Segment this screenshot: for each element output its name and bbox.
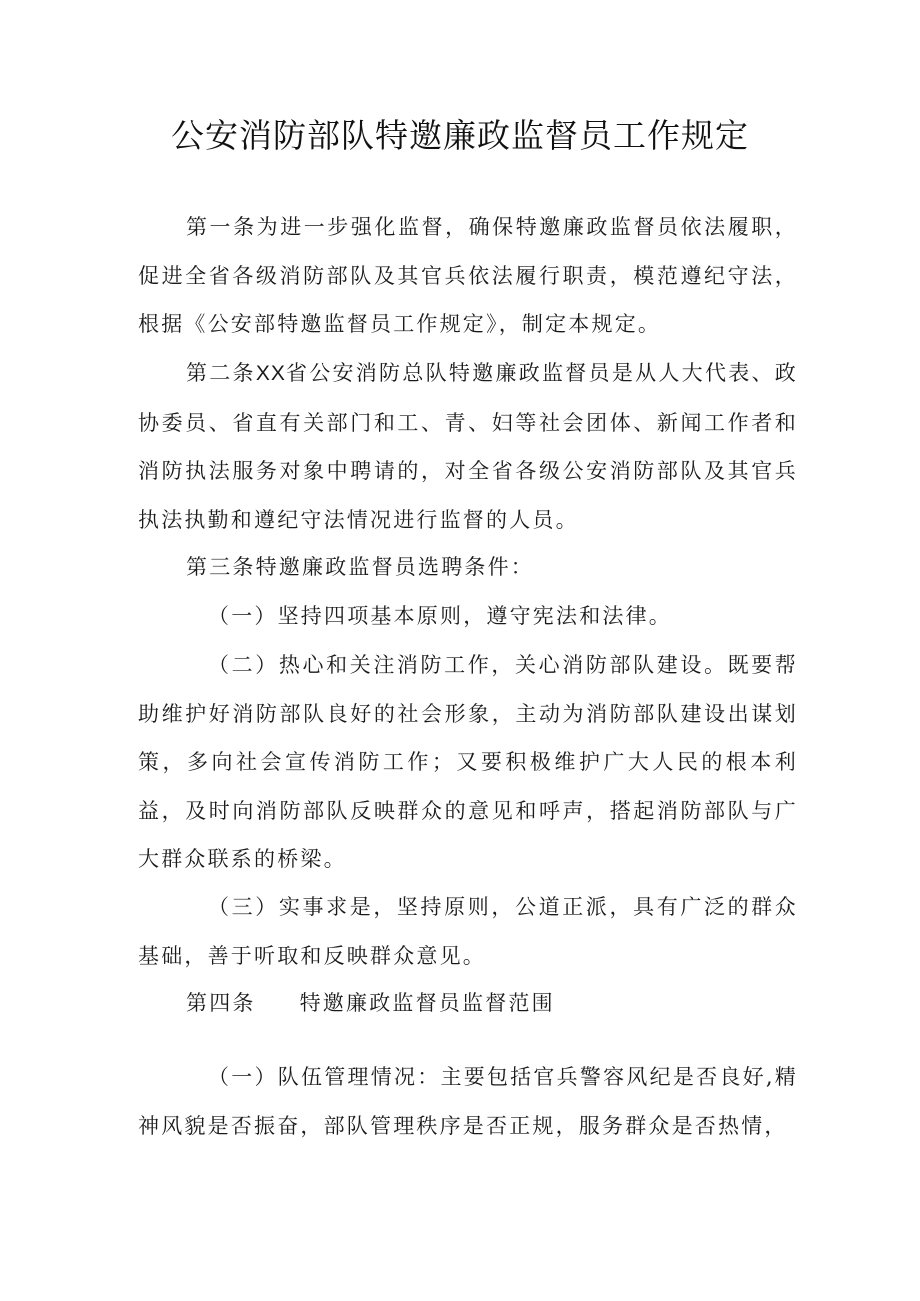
article-4-title: 特邀廉政监督员监督范围: [299, 991, 555, 1015]
article-2-label: 第二条: [186, 361, 256, 385]
article-1-paragraph: 第一条为进一步强化监督，确保特邀廉政监督员依法履职，促进全省各级消防部队及其官兵依法履行职责，模范遵纪守法，根据《公安部特邀监督员工作规定》，制定本规定。: [138, 215, 798, 336]
article-4-label: 第四条: [186, 991, 256, 1015]
article-3-paragraph: 第三条特邀廉政监督员选聘条件：: [186, 555, 534, 579]
article-3-item-3: （三）实事求是，坚持原则，公道正派，具有广泛的群众基础，善于听取和反映群众意见。: [138, 895, 798, 968]
article-3-item-2: （二）热心和关注消防工作，关心消防部队建设。既要帮助维护好消防部队良好的社会形象，主动为消防部队建设出谋划策，多向社会宣传消防工作；又要积极维护广大人民的根本利益，及时向消防部队反映群众的意见和呼声，搭起消防部队与广大群众联系的桥梁。: [138, 653, 798, 871]
article-2-body: 省公安消防总队特邀廉政监督员是从人大代表、政协委员、省直有关部门和工、青、妇等社会团体、新闻工作者和消防执法服务对象中聘请的，对全省各级公安消防部队及其官兵执法执勤和遵纪守法情况进行监督的人员。: [138, 361, 798, 532]
document-title: 公安消防部队特邀廉政监督员工作规定: [171, 116, 749, 155]
article-3-item-1: （一）坚持四项基本原则，遵守宪法和法律。: [208, 604, 672, 628]
article-4-item-1: （一）队伍管理情况：主要包括官兵警容风纪是否良好,精神风貌是否振奋，部队管理秩序是否正规，服务群众是否热情，: [138, 1065, 798, 1138]
article-2-paragraph: [138, 349, 798, 544]
article-4-heading: [138, 979, 798, 1028]
province-placeholder: XX: [255, 362, 286, 385]
